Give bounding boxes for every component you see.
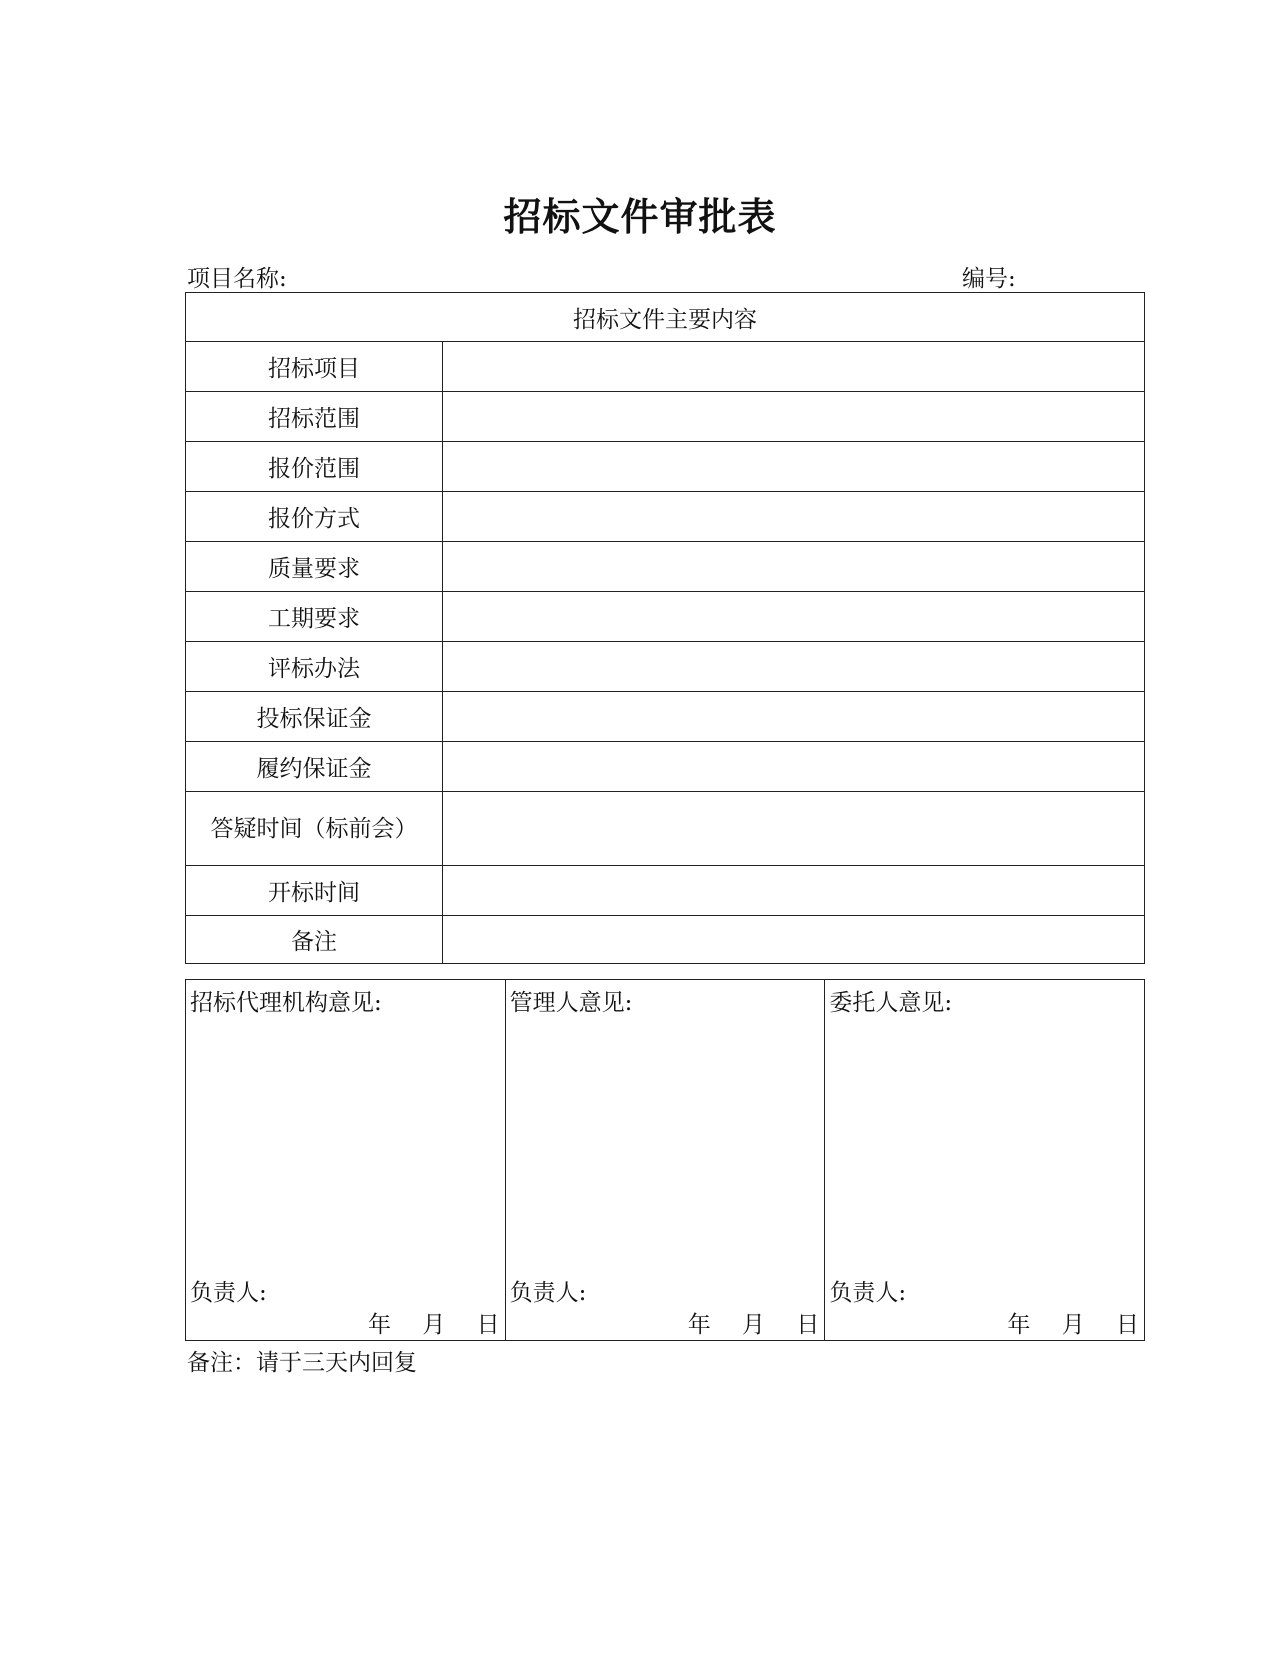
approval-table [185, 292, 1145, 964]
table-row [186, 592, 1145, 642]
row-value[interactable] [443, 592, 1145, 642]
row-value[interactable] [443, 642, 1145, 692]
row-value[interactable] [443, 916, 1145, 964]
row-label: 招标范围 [186, 392, 443, 442]
row-label: 履约保证金 [186, 742, 443, 792]
row-label: 质量要求 [186, 542, 443, 592]
responsible-label: 负责人: [190, 1280, 267, 1306]
row-value[interactable] [443, 742, 1145, 792]
table-row [186, 692, 1145, 742]
project-name-label: 项目名称: [187, 266, 287, 292]
row-value[interactable] [443, 692, 1145, 742]
table-row [186, 866, 1145, 916]
row-value[interactable] [443, 792, 1145, 866]
table-header: 招标文件主要内容 [186, 293, 1145, 342]
row-label: 备注 [186, 916, 443, 964]
opinion-heading: 招标代理机构意见: [190, 990, 382, 1016]
row-label: 评标办法 [186, 642, 443, 692]
table-row [186, 916, 1145, 964]
agency-opinion-box[interactable] [186, 980, 506, 1340]
table-row [186, 492, 1145, 542]
table-row [186, 392, 1145, 442]
opinions-section [185, 979, 1145, 1341]
opinion-heading: 委托人意见: [829, 990, 953, 1016]
table-row [186, 342, 1145, 392]
opinion-heading: 管理人意见: [509, 990, 633, 1016]
date-label: 年 月 日 [687, 1312, 821, 1338]
row-value[interactable] [443, 392, 1145, 442]
footnote: 备注：请于三天内回复 [187, 1350, 417, 1376]
row-label: 开标时间 [186, 866, 443, 916]
number-label: 编号: [962, 266, 1016, 292]
table-row [186, 792, 1145, 866]
client-opinion-box[interactable] [825, 980, 1144, 1340]
date-label: 年 月 日 [368, 1312, 501, 1338]
row-label: 招标项目 [186, 342, 443, 392]
row-label: 报价方式 [186, 492, 443, 542]
row-label: 答疑时间（标前会） [186, 792, 443, 866]
table-row [186, 442, 1145, 492]
row-value[interactable] [443, 542, 1145, 592]
row-value[interactable] [443, 492, 1145, 542]
row-value[interactable] [443, 442, 1145, 492]
table-row [186, 742, 1145, 792]
date-label: 年 月 日 [1007, 1312, 1141, 1338]
responsible-label: 负责人: [509, 1280, 587, 1306]
manager-opinion-box[interactable] [506, 980, 826, 1340]
row-label: 投标保证金 [186, 692, 443, 742]
row-label: 工期要求 [186, 592, 443, 642]
row-value[interactable] [443, 866, 1145, 916]
row-label: 报价范围 [186, 442, 443, 492]
table-row [186, 542, 1145, 592]
responsible-label: 负责人: [829, 1280, 907, 1306]
page-title: 招标文件审批表 [503, 195, 777, 239]
table-row [186, 642, 1145, 692]
row-value[interactable] [443, 342, 1145, 392]
